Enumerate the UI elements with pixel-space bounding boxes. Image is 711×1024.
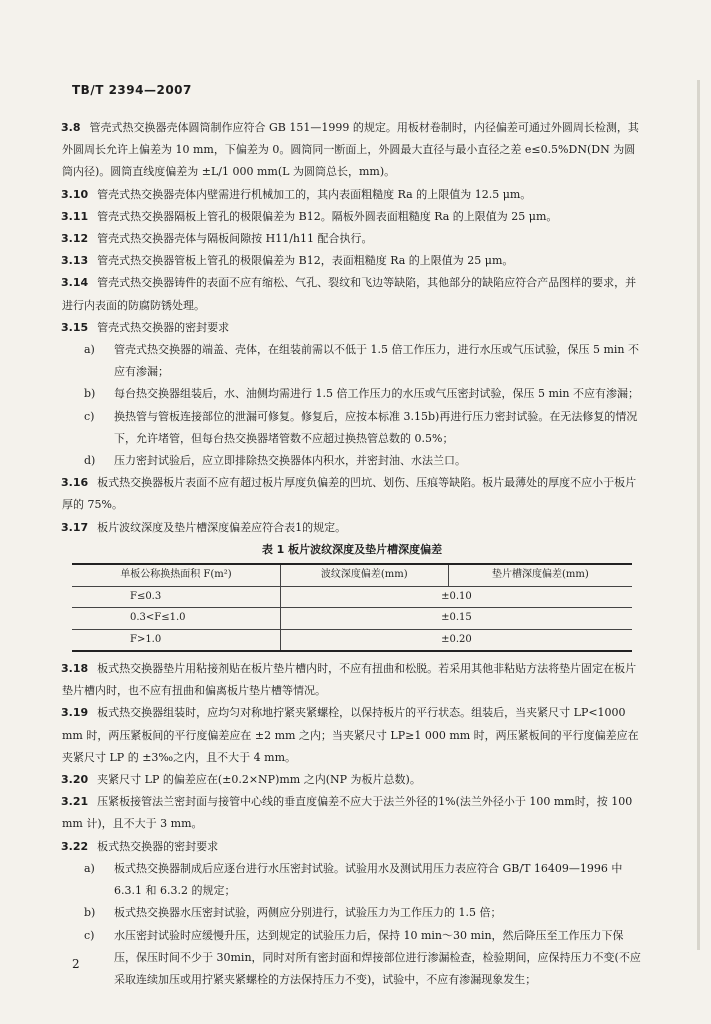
table-row	[72, 629, 632, 651]
clause-text: 管壳式热交换器壳体内壁需进行机械加工的，其内表面粗糙度 Ra 的上限值为 12.5 μm。	[97, 187, 532, 201]
clause	[62, 228, 642, 250]
clause-number: 3.10	[61, 187, 89, 201]
cell-value: ±0.15	[280, 608, 632, 630]
list-item-text: 管壳式热交换器的端盖、壳体，在组装前需以不低于 1.5 倍工作压力，进行水压或气压试验，保压 5 min 不应有渗漏；	[114, 343, 640, 379]
clause-number: 3.8	[61, 121, 81, 134]
clause-number: 3.12	[61, 232, 89, 246]
list-item-text: 板式热交换器水压密封试验，两侧应分别进行，试验压力为工作压力的 1.5 倍；	[114, 906, 502, 920]
list-item	[62, 406, 642, 450]
clause	[62, 769, 642, 791]
list-item	[62, 858, 642, 902]
clause-text: 夹紧尺寸 LP 的偏差应在(±0.2×NP)mm 之内(NP 为板片总数)。	[97, 773, 421, 787]
clause	[62, 702, 642, 769]
document-body	[62, 117, 642, 991]
clause-text: 板式热交换器垫片用粘接剂贴在板片垫片槽内时，不应有扭曲和松脱。若采用其他非粘贴方法将垫片固定在板片垫片槽内时，也不应有扭曲和偏离板片垫片槽等情况。	[62, 662, 637, 698]
clause	[62, 791, 642, 835]
clause	[62, 658, 642, 702]
clause-number: 3.20	[61, 773, 89, 787]
clause-text: 管壳式热交换器管板上管孔的极限偏差为 B12，表面粗糙度 Ra 的上限值为 25 μm。	[97, 254, 514, 268]
clause	[62, 206, 642, 228]
list-item-label: d)	[84, 454, 96, 468]
cell-value: ±0.20	[280, 629, 632, 651]
clause	[62, 317, 642, 339]
list-item-label: b)	[84, 906, 96, 920]
list-item-label: a)	[84, 343, 95, 357]
clause	[62, 472, 642, 516]
cell-area: F>1.0	[72, 629, 280, 651]
col-header-gasket-groove: 垫片槽深度偏差(mm)	[448, 564, 632, 586]
list-item-text: 换热管与管板连接部位的泄漏可修复。修复后，应按本标准 3.15b)再进行压力密封试验。在无法修复的情况下，允许堵管，但每台热交换器堵管数不应超过换热管总数的 0.5%；	[114, 409, 638, 445]
clause	[62, 517, 642, 539]
list-item	[62, 450, 642, 472]
spec-table	[72, 563, 632, 652]
list-item	[62, 902, 642, 924]
table-row	[72, 608, 632, 630]
clause	[62, 272, 642, 316]
cell-area: 0.3<F≤1.0	[72, 608, 280, 630]
clause-number: 3.15	[61, 320, 89, 334]
clause-text: 管壳式热交换器壳体圆筒制作应符合 GB 151—1999 的规定。用板材卷制时，内径偏差可通过外圆周长检测，其外圆周长允许上偏差为 10 mm，下偏差为 0。圆筒同一断面上，外圆最大直径与最小直径之差 e≤0.5%DN(DN 为圆筒内径)。圆筒直线度偏差为 ±L/1 000 mm(L 为圆筒总长，mm)。	[62, 121, 639, 179]
list-item	[62, 925, 642, 992]
col-header-corrugation: 波纹深度偏差(mm)	[280, 564, 448, 586]
clause-text: 压紧板接管法兰密封面与接管中心线的垂直度偏差不应大于法兰外径的1%(法兰外径小于 100 mm时，按 100 mm 计)，且不大于 3 mm。	[62, 795, 633, 831]
table-header-row	[72, 564, 632, 586]
clause	[62, 250, 642, 272]
clause-number: 3.19	[61, 706, 89, 720]
clause-number: 3.13	[61, 254, 89, 268]
clause-number: 3.14	[61, 276, 89, 290]
scan-edge	[697, 80, 700, 950]
list-item-label: c)	[84, 409, 95, 423]
clause	[62, 117, 642, 184]
clause-number: 3.17	[61, 520, 89, 534]
clause-text: 板式热交换器的密封要求	[97, 839, 219, 853]
clause-text: 板片波纹深度及垫片槽深度偏差应符合表1的规定。	[97, 520, 347, 534]
clause-text: 板式热交换器板片表面不应有超过板片厚度负偏差的凹坑、划伤、压痕等缺陷。板片最薄处的厚度不应小于板片厚的 75%。	[62, 476, 637, 512]
list-item-label: a)	[84, 861, 95, 875]
list-item-text: 水压密封试验时应缓慢升压，达到规定的试验压力后，保持 10 min～30 min，然后降压至工作压力下保压，保压时间不少于 30min，同时对所有密封面和焊接部位进行渗漏检查，检验期间，应保持压力不变(不应采取连续加压或用拧紧夹紧螺栓的方法保持压力不变)，试验中，不应有渗漏现象发生；	[114, 928, 641, 986]
clause-text: 板式热交换器组装时，应均匀对称地拧紧夹紧螺栓，以保持板片的平行状态。组装后，当夹紧尺寸 LP<1000 mm 时，两压紧板间的平行度偏差应在 ±2 mm 之内；当夹紧尺寸 LP≥1 000 mm 时，两压紧板间的平行度偏差应在夹紧尺寸 LP 的 ±3‰之内，且不大于 4 mm。	[62, 706, 639, 764]
clause-text: 管壳式热交换器的密封要求	[97, 320, 230, 334]
table-caption: 表 1 板片波纹深度及垫片槽深度偏差	[261, 542, 443, 556]
list-item	[62, 339, 642, 383]
clause-number: 3.11	[61, 209, 89, 223]
clause-number: 3.16	[61, 476, 89, 490]
table-row	[72, 586, 632, 608]
list-item-text: 压力密封试验后，应立即排除热交换器体内积水，并密封油、水法兰口。	[114, 454, 466, 468]
clause-number: 3.18	[61, 662, 89, 676]
clause	[62, 184, 642, 206]
clause-text: 管壳式热交换器壳体与隔板间隙按 H11/h11 配合执行。	[97, 232, 373, 246]
list-item-text: 每台热交换器组装后，水、油侧均需进行 1.5 倍工作压力的水压或气压密封试验，保压 5 min 不应有渗漏；	[114, 387, 640, 401]
clause-text: 管壳式热交换器隔板上管孔的极限偏差为 B12。隔板外圆表面粗糙度 Ra 的上限值为 25 μm。	[97, 209, 558, 223]
clause	[62, 836, 642, 858]
clause-text: 管壳式热交换器铸件的表面不应有缩松、气孔、裂纹和飞边等缺陷，其他部分的缺陷应符合产品图样的要求，并进行内表面的防腐防锈处理。	[62, 276, 637, 312]
clause-number: 3.21	[61, 795, 89, 809]
clause-number: 3.22	[61, 839, 89, 853]
document-header: TB/T 2394—2007	[72, 83, 192, 97]
list-item	[62, 383, 642, 405]
cell-value: ±0.10	[280, 586, 632, 608]
cell-area: F≤0.3	[72, 586, 280, 608]
page-number: 2	[72, 957, 80, 971]
list-item-text: 板式热交换器制成后应逐台进行水压密封试验。试验用水及测试用压力表应符合 GB/T 16409—1996 中 6.3.1 和 6.3.2 的规定；	[114, 861, 623, 898]
col-header-area: 单板公称换热面积 F(m²)	[72, 564, 280, 586]
list-item-label: b)	[84, 387, 96, 401]
list-item-label: c)	[84, 928, 95, 942]
